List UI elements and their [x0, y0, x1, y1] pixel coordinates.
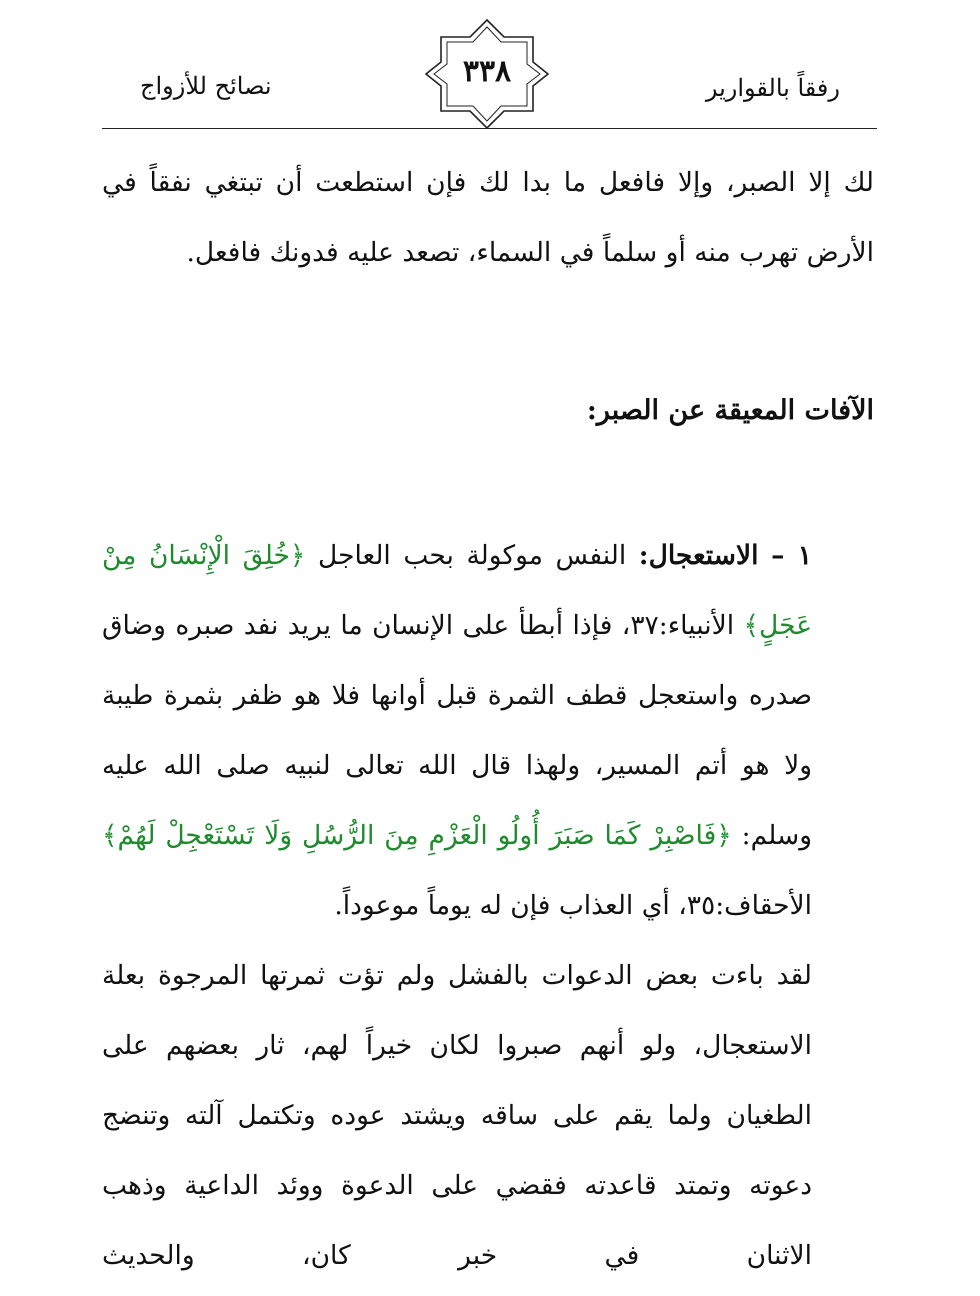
header-divider — [102, 128, 877, 129]
running-title-book: رفقاً بالقوارير — [705, 74, 840, 102]
item-term: الاستعجال: — [638, 540, 759, 571]
item-text-end: الأحقاف:٣٥، أي العذاب فإن له يوماً موعوداً. — [334, 890, 812, 921]
page-body — [102, 148, 874, 1291]
running-title-chapter: نصائح للأزواج — [140, 72, 272, 100]
quran-verse-ahqaf: ﴿فَاصْبِرْ كَمَا صَبَرَ أُولُو الْعَزْمِ مِنَ الرُّسُلِ وَلَا تَسْتَعْجِلْ لَهُمْ﴾ — [102, 820, 732, 851]
item-number: ١ – — [771, 540, 812, 571]
quran-verse-anbiya: ﴿خُلِقَ الْإِنْسَانُ مِنْ عَجَلٍ﴾ — [102, 540, 813, 641]
paragraph-continuation: لك إلا الصبر، وإلا فافعل ما بدا لك فإن استطعت أن تبتغي نفقاً في الأرض تهرب منه أو سلماً في السماء، تصعد عليه فدونك فافعل. — [102, 167, 874, 268]
paragraph-haste-consequences: لقد باءت بعض الدعوات بالفشل ولم تؤت ثمرتها المرجوة بعلة الاستعجال، ولو أنهم صبروا لكان خيراً لهم، ثار بعضهم على الطغيان ولما يقم على ساقه ويشتد عوده وتكتمل آلته وتنضج دعوته وتمتد قاعدته فقضي على الدعوة ووئد الداعية وذهب الاثنان في خبر كان، والحديث — [102, 960, 812, 1271]
page-header — [0, 0, 980, 140]
item-text: النفس موكولة بحب العاجل — [305, 540, 639, 571]
page-number: ٣٣٨ — [462, 54, 512, 89]
list-item-haste — [102, 521, 874, 941]
section-heading: الآفات المعيقة عن الصبر: — [586, 395, 874, 426]
item-text-continued: الأنبياء:٣٧، فإذا أبطأ على الإنسان ما يريد نفد صبره وضاق صدره واستعجل قطف الثمرة قبل أوانها فلا هو ظفر بثمرة طيبة ولا هو أتم المسير، ولهذا قال الله تعالى لنبيه صلى الله عليه وسلم: — [102, 610, 812, 851]
page-number-badge — [424, 18, 550, 130]
